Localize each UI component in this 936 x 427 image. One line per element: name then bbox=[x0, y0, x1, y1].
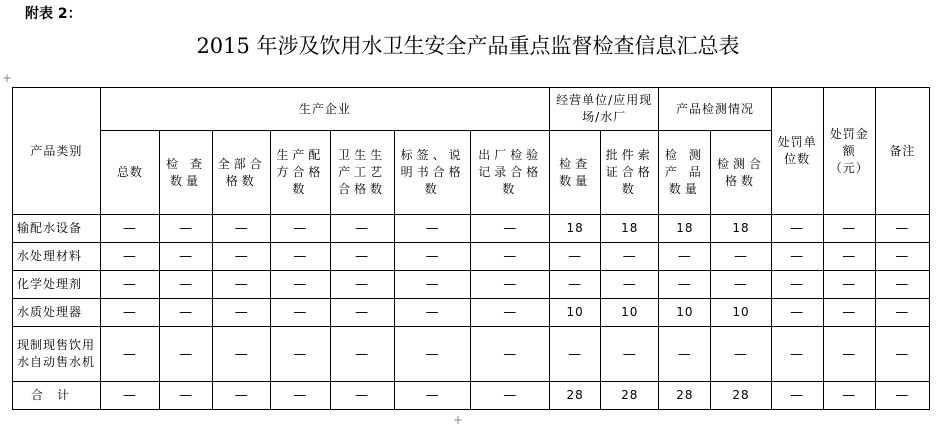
header-test-count: 检 测 产 品 数量 bbox=[659, 131, 711, 215]
table-cell: 10 bbox=[601, 299, 659, 327]
header-license-compliant: 生产配方合格数 bbox=[271, 131, 330, 215]
table-cell: — bbox=[394, 382, 471, 410]
table-cell: — bbox=[711, 243, 771, 271]
header-product-testing: 产品检测情况 bbox=[659, 88, 771, 131]
header-op-inspected: 检查数量 bbox=[550, 131, 601, 215]
table-cell: 10 bbox=[711, 299, 771, 327]
table-cell: — bbox=[160, 382, 213, 410]
table-cell: — bbox=[330, 382, 394, 410]
table-cell: — bbox=[160, 299, 213, 327]
table-cell: 28 bbox=[550, 382, 601, 410]
table-cell: — bbox=[823, 243, 875, 271]
summary-table bbox=[12, 87, 930, 410]
table-cell: — bbox=[271, 327, 330, 382]
table-cell: 28 bbox=[601, 382, 659, 410]
header-op-compliant: 批件索证合格数 bbox=[601, 131, 659, 215]
table-cell: — bbox=[771, 243, 823, 271]
table-cell: — bbox=[213, 271, 271, 299]
table-cell: — bbox=[271, 271, 330, 299]
table-cell: — bbox=[100, 327, 159, 382]
table-cell: 28 bbox=[711, 382, 771, 410]
header-label-compliant: 标签、说明书合格数 bbox=[394, 131, 471, 215]
table-cell: — bbox=[601, 243, 659, 271]
table-cell: — bbox=[875, 271, 929, 299]
header-total: 总数 bbox=[100, 131, 159, 215]
header-penalized-units: 处罚单位数 bbox=[771, 88, 823, 215]
table-cell: — bbox=[160, 327, 213, 382]
table-cell: — bbox=[213, 382, 271, 410]
table-cell: — bbox=[711, 271, 771, 299]
annex-label: 附表 2： bbox=[25, 6, 82, 22]
table-cell: — bbox=[213, 299, 271, 327]
table-cell: — bbox=[823, 327, 875, 382]
table-cell: — bbox=[213, 327, 271, 382]
table-cell: — bbox=[394, 215, 471, 243]
table-cell: 18 bbox=[659, 215, 711, 243]
table-cell: — bbox=[875, 299, 929, 327]
table-cell: — bbox=[659, 327, 711, 382]
table-cell: — bbox=[471, 382, 550, 410]
table-cell: — bbox=[100, 299, 159, 327]
table-cell: — bbox=[823, 299, 875, 327]
table-cell: — bbox=[100, 215, 159, 243]
table-cell: — bbox=[330, 215, 394, 243]
total-row bbox=[13, 382, 930, 410]
row-category: 水质处理器 bbox=[13, 299, 101, 327]
header-test-compliant: 检测合格数 bbox=[711, 131, 771, 215]
table-row bbox=[13, 271, 930, 299]
table-row bbox=[13, 215, 930, 243]
table-cell: — bbox=[823, 215, 875, 243]
row-category: 合 计 bbox=[13, 382, 101, 410]
table-cell: — bbox=[875, 243, 929, 271]
table-cell: — bbox=[213, 215, 271, 243]
table-cell: — bbox=[271, 299, 330, 327]
table-cell: — bbox=[330, 271, 394, 299]
header-row-1 bbox=[13, 88, 930, 131]
table-cell: — bbox=[659, 243, 711, 271]
row-category: 输配水设备 bbox=[13, 215, 101, 243]
table-cell: — bbox=[471, 243, 550, 271]
table-cell: — bbox=[100, 382, 159, 410]
table-cell: — bbox=[471, 299, 550, 327]
table-cell: — bbox=[160, 271, 213, 299]
header-fully-compliant: 全部合格数 bbox=[213, 131, 271, 215]
table-cell: — bbox=[771, 271, 823, 299]
table-title: 2015 年涉及饮用水卫生安全产品重点监督检查信息汇总表 bbox=[196, 34, 740, 58]
table-cell: — bbox=[213, 243, 271, 271]
table-row bbox=[13, 243, 930, 271]
table-cell: — bbox=[875, 327, 929, 382]
header-production-enterprises: 生产企业 bbox=[100, 88, 549, 131]
table-cell: — bbox=[823, 271, 875, 299]
table-cell: 18 bbox=[711, 215, 771, 243]
table-cell: — bbox=[160, 215, 213, 243]
row-category: 化学处理剂 bbox=[13, 271, 101, 299]
header-remarks: 备注 bbox=[875, 88, 929, 215]
table-row bbox=[13, 299, 930, 327]
header-hygiene-compliant: 卫生生产工艺合格数 bbox=[330, 131, 394, 215]
table-cell: — bbox=[659, 271, 711, 299]
table-cell: — bbox=[601, 327, 659, 382]
table-cell: — bbox=[823, 382, 875, 410]
table-cell: — bbox=[550, 243, 601, 271]
table-cell: — bbox=[394, 243, 471, 271]
table-cell: — bbox=[471, 271, 550, 299]
table-cell: — bbox=[394, 327, 471, 382]
table-cell: — bbox=[330, 327, 394, 382]
table-cell: — bbox=[330, 243, 394, 271]
row-category: 现制现售饮用水自动售水机 bbox=[13, 327, 101, 382]
table-cell: — bbox=[771, 382, 823, 410]
header-record-compliant: 出厂检验记录合格数 bbox=[471, 131, 550, 215]
table-cell: — bbox=[271, 382, 330, 410]
table-cell: 10 bbox=[550, 299, 601, 327]
table-cell: — bbox=[771, 299, 823, 327]
table-cell: — bbox=[394, 271, 471, 299]
table-cell: — bbox=[394, 299, 471, 327]
table-cell: — bbox=[271, 215, 330, 243]
table-cell: — bbox=[330, 299, 394, 327]
table-cell: 18 bbox=[550, 215, 601, 243]
table-cell: — bbox=[771, 215, 823, 243]
table-cell: — bbox=[875, 215, 929, 243]
table-cell: — bbox=[771, 327, 823, 382]
row-insert-handle-icon[interactable]: + bbox=[453, 413, 464, 427]
header-operating-units: 经营单位/应用现场/水厂 bbox=[550, 88, 659, 131]
table-cell: — bbox=[550, 271, 601, 299]
table-cell: — bbox=[550, 327, 601, 382]
table-cell: — bbox=[471, 215, 550, 243]
table-cell: — bbox=[271, 243, 330, 271]
header-penalty-amount: 处罚金额（元） bbox=[823, 88, 875, 215]
table-cell: 28 bbox=[659, 382, 711, 410]
table-row bbox=[13, 327, 930, 382]
table-cell: — bbox=[875, 382, 929, 410]
table-move-handle-icon[interactable]: + bbox=[2, 71, 13, 85]
table-cell: — bbox=[471, 327, 550, 382]
header-inspected: 检 查 数量 bbox=[160, 131, 213, 215]
table-cell: — bbox=[100, 243, 159, 271]
table-cell: — bbox=[601, 271, 659, 299]
table-cell: — bbox=[100, 271, 159, 299]
table-cell: — bbox=[160, 243, 213, 271]
table-cell: 18 bbox=[601, 215, 659, 243]
row-category: 水处理材料 bbox=[13, 243, 101, 271]
table-cell: — bbox=[711, 327, 771, 382]
table-cell: 10 bbox=[659, 299, 711, 327]
header-product-category: 产品类别 bbox=[13, 88, 101, 215]
